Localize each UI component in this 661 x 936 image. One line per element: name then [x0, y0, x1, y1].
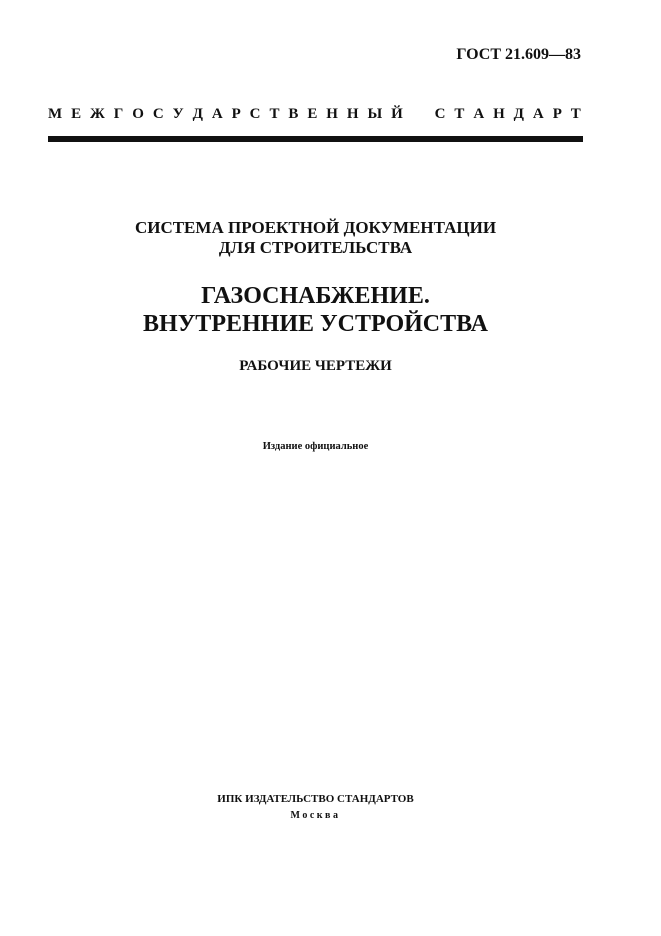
main-title-line-2: ВНУТРЕННИЕ УСТРОЙСТВА [143, 311, 488, 337]
heading-letter: Р [231, 106, 241, 122]
heading-letter: М [48, 106, 63, 122]
document-main-title [48, 282, 583, 338]
publisher-name: ИПК ИЗДАТЕЛЬСТВО СТАНДАРТОВ [217, 793, 414, 805]
heading-letter: С [249, 106, 261, 122]
header-rule [48, 136, 583, 142]
heading-letter: Е [307, 106, 318, 122]
heading-space [412, 106, 426, 123]
heading-letter: Й [391, 106, 403, 122]
heading-letter: Е [71, 106, 82, 122]
document-subtitle: РАБОЧИЕ ЧЕРТЕЖИ [239, 358, 392, 374]
system-title-line-2: ДЛЯ СТРОИТЕЛЬСТВА [218, 238, 413, 257]
heading-letter: А [532, 106, 544, 122]
heading-letter: Н [326, 106, 338, 122]
heading-letter: Н [346, 106, 359, 122]
heading-letter: О [132, 106, 144, 122]
main-title-line-1: ГАЗОСНАБЖЕНИЕ. [201, 283, 430, 309]
heading-letter: Т [570, 106, 581, 122]
heading-letter: С [434, 106, 446, 122]
heading-letter: В [288, 106, 299, 122]
standard-type-heading [48, 106, 581, 123]
heading-letter: Т [269, 106, 280, 122]
edition-note: Издание официальное [262, 441, 369, 452]
publisher-city: Москва [290, 810, 341, 821]
heading-letter: Г [113, 106, 124, 122]
heading-letter: У [172, 106, 184, 122]
heading-letter: Д [513, 106, 524, 122]
system-title [48, 218, 583, 258]
heading-letter: С [152, 106, 164, 122]
system-title-line-1: СИСТЕМА ПРОЕКТНОЙ ДОКУМЕНТАЦИИ [134, 218, 497, 237]
gost-number: ГОСТ 21.609—83 [456, 46, 581, 63]
heading-letter: Т [454, 106, 465, 122]
heading-letter: А [211, 106, 223, 122]
heading-letter: Н [493, 106, 505, 122]
heading-letter: Ж [90, 106, 105, 122]
heading-letter: А [473, 106, 485, 122]
heading-letter: Д [192, 106, 203, 122]
heading-letter: Ы [367, 106, 383, 122]
heading-letter: Р [552, 106, 562, 122]
